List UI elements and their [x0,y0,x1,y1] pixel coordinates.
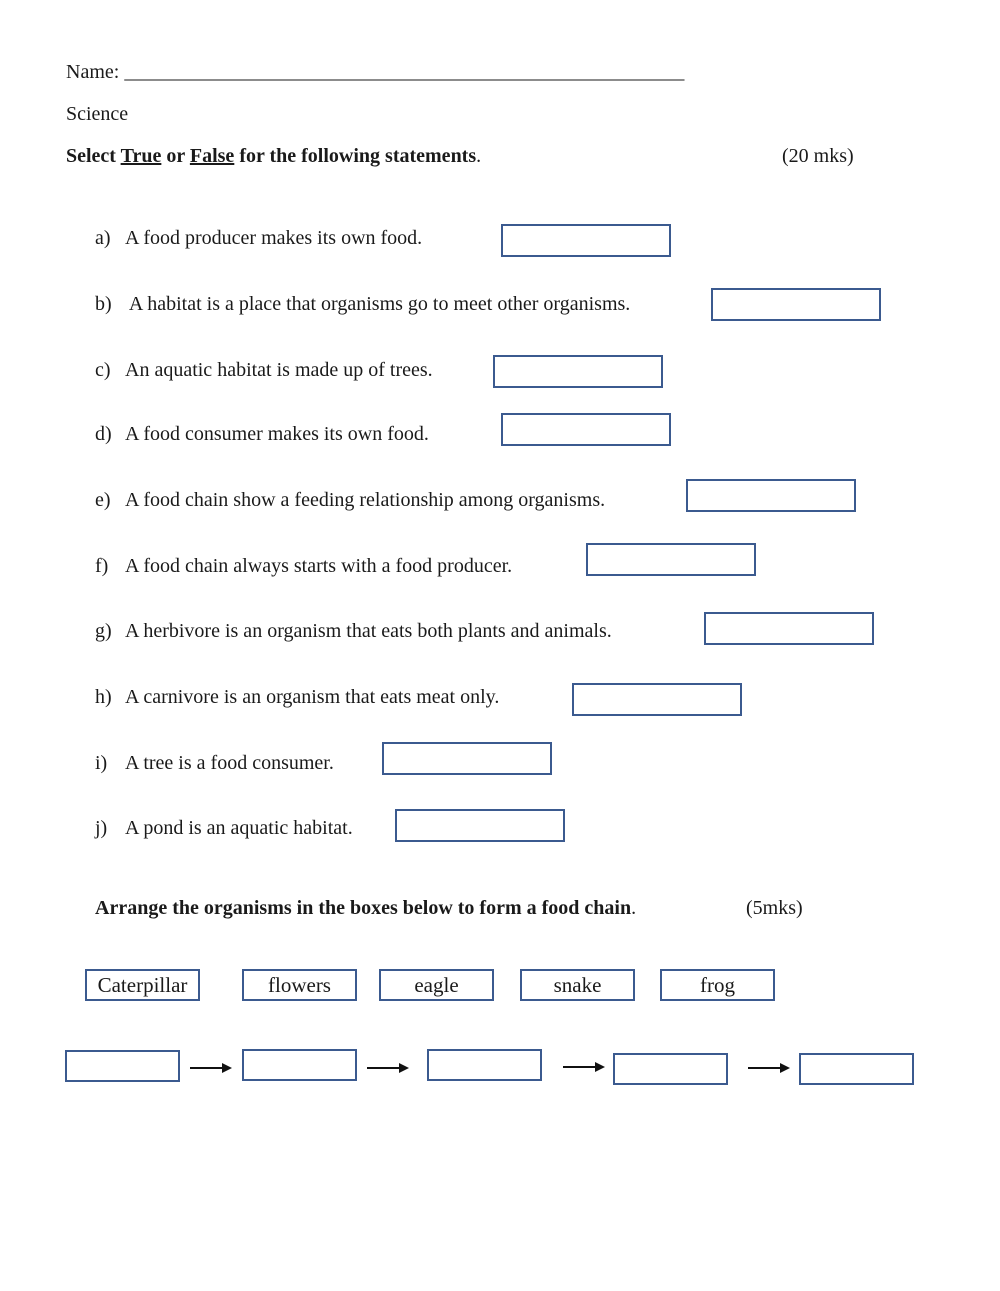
question-text: A pond is an aquatic habitat. [125,817,353,839]
question-letter: h) [95,686,112,708]
answer-box-h[interactable] [572,683,742,716]
chain-box-5[interactable] [799,1053,914,1085]
question-f [95,554,512,578]
word-box-eagle[interactable]: eagle [379,969,494,1001]
word-box-snake[interactable]: snake [520,969,635,1001]
question-text: A food chain always starts with a food producer. [125,555,513,577]
question-text: A habitat is a place that organisms go to meet other organisms. [125,293,631,315]
question-text: A tree is a food consumer. [125,752,334,774]
right-arrow-icon [748,1062,790,1074]
question-text: A food consumer makes its own food. [125,423,429,445]
question-letter: e) [95,489,111,511]
instr-select: Select [66,145,116,167]
question-d [95,422,429,446]
question-text: A food chain show a feeding relationship among organisms. [125,489,606,511]
instr-rest: for the following statements [239,145,477,167]
word-box-caterpillar[interactable]: Caterpillar [85,969,200,1001]
section2-instr-dot: . [631,897,637,919]
question-text: A herbivore is an organism that eats both plants and animals. [125,620,612,642]
right-arrow-icon [367,1062,409,1074]
question-letter: i) [95,752,108,774]
question-text: A carnivore is an organism that eats meat only. [125,686,500,708]
question-g [95,619,612,643]
chain-box-3[interactable] [427,1049,542,1081]
answer-box-i[interactable] [382,742,552,775]
answer-box-j[interactable] [395,809,565,842]
section2-marks: (5mks) [746,897,803,919]
question-text: A food producer makes its own food. [125,227,423,249]
answer-box-e[interactable] [686,479,856,512]
question-c [95,358,433,382]
subject-label: Science [66,103,129,125]
word-box-frog[interactable]: frog [660,969,775,1001]
question-letter: d) [95,423,112,445]
chain-box-4[interactable] [613,1053,728,1085]
right-arrow-icon [563,1061,605,1073]
section2-instruction-text: Arrange the organisms in the boxes below to form a food chain [95,897,632,919]
chain-box-2[interactable] [242,1049,357,1081]
instr-false: False [189,145,235,167]
right-arrow-icon [190,1062,232,1074]
answer-box-c[interactable] [493,355,663,388]
question-letter: b) [95,293,112,315]
chain-box-1[interactable] [65,1050,180,1082]
question-letter: j) [95,817,108,839]
question-h [95,685,499,709]
question-a [95,226,422,250]
name-label: Name: [66,61,120,83]
question-text: An aquatic habitat is made up of trees. [125,359,433,381]
answer-box-a[interactable] [501,224,671,257]
answer-box-f[interactable] [586,543,756,576]
question-letter: f) [95,555,109,577]
answer-box-b[interactable] [711,288,881,321]
question-letter: g) [95,620,112,642]
word-box-flowers[interactable]: flowers [242,969,357,1001]
instr-or: or [166,145,185,167]
question-b [95,292,630,316]
section1-marks: (20 mks) [782,145,854,167]
question-letter: a) [95,227,111,249]
answer-box-g[interactable] [704,612,874,645]
section1-instruction [66,144,481,168]
question-i [95,751,334,775]
instr-true: True [120,145,162,167]
question-e [95,488,605,512]
name-row [66,60,684,84]
instr-dot: . [476,145,482,167]
name-line[interactable]: ________________________________________________________ [124,61,685,83]
section2-instruction [95,896,636,920]
question-j [95,816,353,840]
answer-box-d[interactable] [501,413,671,446]
question-letter: c) [95,359,111,381]
